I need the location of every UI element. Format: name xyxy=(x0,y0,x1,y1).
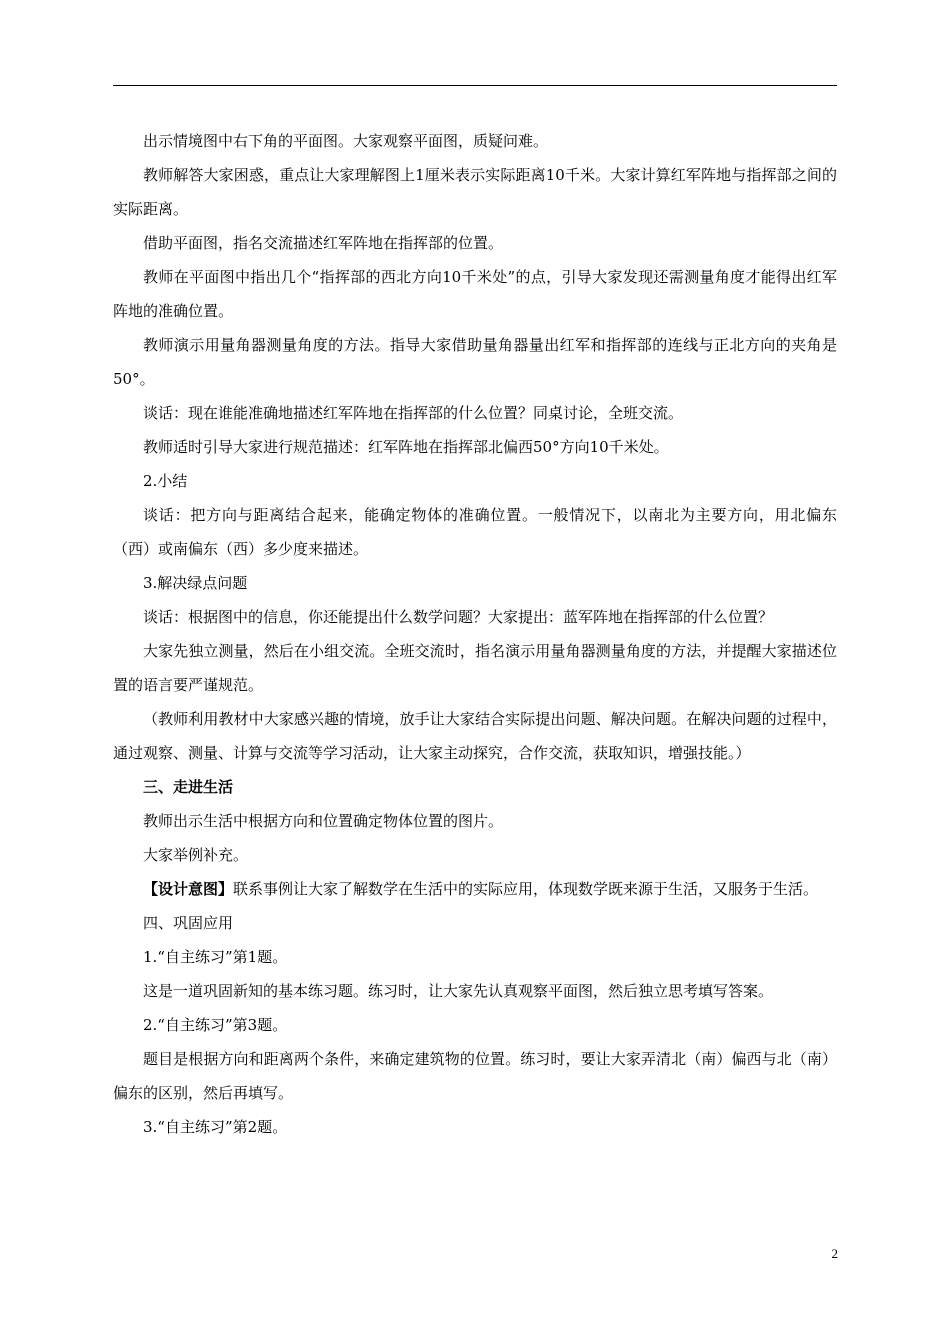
page-number: 2 xyxy=(831,1246,838,1261)
paragraph: 谈话：把方向与距离结合起来，能确定物体的准确位置。一般情况下，以南北为主要方向，用北偏东（西）或南偏东（西）多少度来描述。 xyxy=(113,506,837,558)
paragraph: 1.“自主练习”第1题。 xyxy=(143,948,288,966)
paragraph: 出示情境图中右下角的平面图。大家观察平面图，质疑问难。 xyxy=(143,132,549,150)
paragraph: 3.“自主练习”第2题。 xyxy=(143,1118,288,1136)
design-intent-label: 【设计意图】 xyxy=(143,880,234,898)
paragraph: 教师出示生活中根据方向和位置确定物体位置的图片。 xyxy=(143,812,504,830)
paragraph: 2.“自主练习”第3题。 xyxy=(143,1016,288,1034)
paragraph: 借助平面图，指名交流描述红军阵地在指挥部的位置。 xyxy=(143,234,504,252)
paragraph: 题目是根据方向和距离两个条件，来确定建筑物的位置。练习时，要让大家弄清北（南）偏西与北（南）偏东的区别，然后再填写。 xyxy=(113,1050,837,1102)
paragraph: 教师在平面图中指出几个“指挥部的西北方向10千米处”的点，引导大家发现还需测量角度才能得出红军阵地的准确位置。 xyxy=(113,268,837,320)
section-heading: 三、走进生活 xyxy=(143,778,234,796)
paragraph: （教师利用教材中大家感兴趣的情境，放手让大家结合实际提出问题、解决问题。在解决问题的过程中，通过观察、测量、计算与交流等学习活动，让大家主动探究，合作交流，获取知识，增强技能。） xyxy=(113,710,837,762)
section-heading: 2.小结 xyxy=(143,472,188,490)
header-rule xyxy=(113,85,837,86)
paragraph: 大家举例补充。 xyxy=(143,846,249,864)
page-body xyxy=(113,124,837,1144)
paragraph: 教师适时引导大家进行规范描述：红军阵地在指挥部北偏西50°方向10千米处。 xyxy=(143,438,669,456)
paragraph: 教师解答大家困惑，重点让大家理解图上1厘米表示实际距离10千米。大家计算红军阵地与指挥部之间的实际距离。 xyxy=(113,166,837,218)
paragraph: 谈话：根据图中的信息，你还能提出什么数学问题？大家提出：蓝军阵地在指挥部的什么位置？ xyxy=(143,608,774,626)
design-intent-text: 联系事例让大家了解数学在生活中的实际应用，体现数学既来源于生活，又服务于生活。 xyxy=(233,880,819,898)
paragraph: 谈话：现在谁能准确地描述红军阵地在指挥部的什么位置？同桌讨论，全班交流。 xyxy=(143,404,684,422)
section-heading: 3.解决绿点问题 xyxy=(143,574,248,592)
paragraph: 教师演示用量角器测量角度的方法。指导大家借助量角器量出红军和指挥部的连线与正北方向的夹角是50°。 xyxy=(113,336,837,388)
section-heading: 四、巩固应用 xyxy=(143,914,234,932)
paragraph: 大家先独立测量，然后在小组交流。全班交流时，指名演示用量角器测量角度的方法，并提醒大家描述位置的语言要严谨规范。 xyxy=(113,642,837,694)
design-intent-paragraph xyxy=(113,872,837,906)
paragraph: 这是一道巩固新知的基本练习题。练习时，让大家先认真观察平面图，然后独立思考填写答案。 xyxy=(143,982,774,1000)
